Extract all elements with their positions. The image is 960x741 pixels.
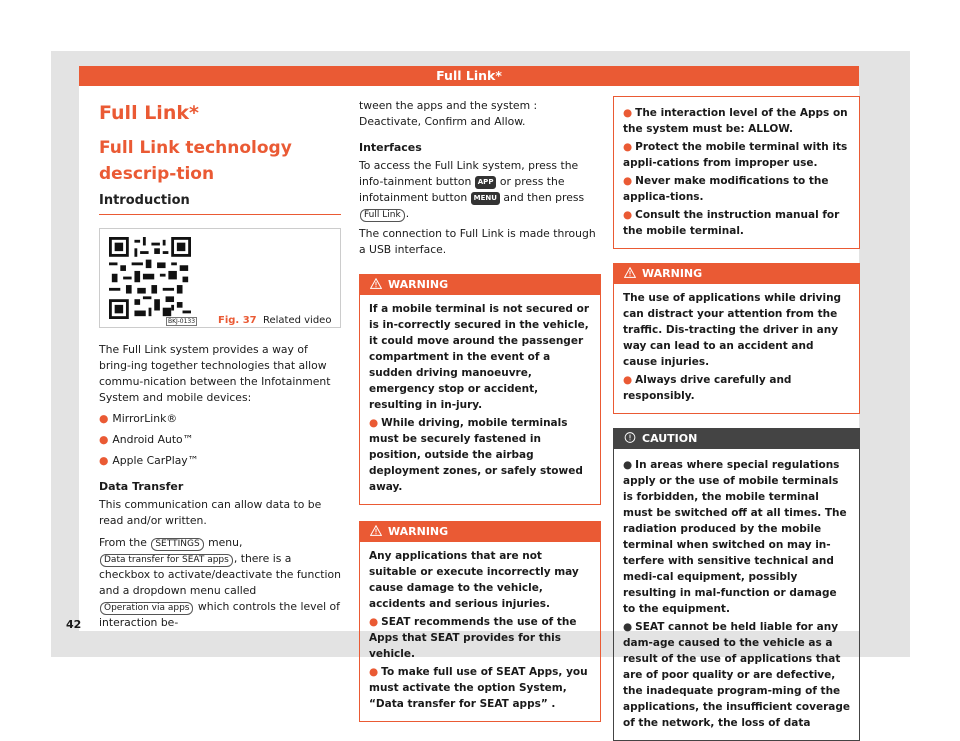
warning-body: The use of applications while driving can distract your attention from the traffic. Dis-tracting the driver in any way can lead to an accident and cause injuries. ● Always drive carefully and responsibly. — [614, 284, 859, 413]
list-item: ● Apple CarPlay™ — [99, 454, 199, 467]
figure-label: Fig. 37 — [218, 315, 257, 326]
list-item: ● To make full use of SEAT Apps, you must activate the option System, “Data transfer for SEAT apps” . — [369, 666, 588, 710]
column-1 — [99, 86, 341, 631]
data-transfer-instructions: From the SETTINGS menu, Data transfer for SEAT apps , there is a checkbox to activate/deactivate the function and a dropdown menu called Operation via apps which controls the level of interaction be- — [99, 536, 341, 629]
list-item: ● MirrorLink® — [99, 412, 178, 425]
app-key-icon: APP — [475, 176, 497, 189]
list-item: ● Consult the instruction manual for the mobile terminal. — [623, 209, 840, 237]
warning-icon — [624, 267, 636, 278]
list-item: ● Android Auto™ — [99, 433, 194, 446]
warning-icon — [370, 278, 382, 289]
warning-box — [613, 263, 860, 414]
qr-code-icon — [109, 237, 191, 319]
warning-box — [359, 274, 601, 505]
data-transfer-heading: Data Transfer — [99, 480, 184, 493]
caution-box — [613, 428, 860, 741]
warning-body — [614, 97, 859, 248]
interfaces-heading: Interfaces — [359, 141, 422, 154]
warning-header: WARNING — [360, 522, 600, 542]
page-number: 42 — [66, 618, 82, 631]
continued-text: tween the apps and the system : Deactivate, Confirm and Allow. — [359, 99, 538, 128]
info-icon — [624, 432, 636, 443]
figure-caption — [218, 315, 331, 326]
figure-text: Related video — [262, 315, 332, 326]
menu-key-icon: MENU — [471, 192, 500, 205]
list-item: ● Always drive carefully and responsibly. — [623, 374, 792, 402]
page-header: Full Link* — [79, 66, 859, 86]
subsection-title: Introduction — [99, 193, 341, 215]
data-transfer-text: This communication can allow data to be read and/or written. — [99, 498, 322, 527]
list-item: ● SEAT cannot be held liable for any dam-age caused to the vehicle as a result of the use of applications that are of poor quality or are defective, the inadequate program-ming of the applications, the insufficient coverage of the network, the loss of data — [623, 621, 851, 729]
data-transfer-chip: Data transfer for SEAT apps — [100, 554, 233, 567]
column-2 — [359, 96, 601, 722]
column-3 — [613, 96, 860, 741]
chapter-title: Full Link* — [99, 102, 199, 124]
warning-body: If a mobile terminal is not secured or is in-correctly secured in the vehicle, it could move around the passenger compartment in the event of a sudden driving manoeuvre, emergency stop or accident, resulting in in-jury. ● While driving, mobile terminals must be securely fastened in position, outside the airbag deployment zones, or safely stowed away. — [369, 303, 589, 493]
interfaces-text: To access the Full Link system, press the info-tainment button APP or press the infotainment button MENU and then press Full Link . — [359, 159, 585, 220]
caution-body — [614, 449, 859, 740]
list-item: ● Protect the mobile terminal with its appli-cations from improper use. — [623, 141, 848, 169]
figure-code: BKJ-0133 — [168, 318, 196, 325]
section-title: Full Link technology descrip-tion — [99, 138, 292, 184]
warning-continued-box — [613, 96, 860, 249]
list-item: ● Never make modifications to the applica-tions. — [623, 175, 829, 203]
list-item: ● While driving, mobile terminals must be securely fastened in position, outside the airbag deployment zones, or safely stowed away. — [369, 417, 583, 493]
operation-via-apps-chip: Operation via apps — [100, 602, 193, 615]
warning-header: WARNING — [614, 264, 859, 284]
list-item: ● In areas where special regulations apply or the use of mobile terminals is forbidden, the mobile terminal must be switched off at all times. The radiation produced by the mobile terminal when switched on may in-terfere with sensitive technical and medi-cal equipment, possibly resulting in mal-function or damage to the equipment. — [623, 459, 847, 615]
list-item: ● SEAT recommends the use of the Apps that SEAT provides for this vehicle. — [369, 616, 577, 660]
full-link-chip: Full Link — [360, 209, 405, 222]
usb-text: The connection to Full Link is made through a USB interface. — [359, 227, 596, 256]
warning-body: Any applications that are not suitable or execute incorrectly may cause damage to the vehicle, accidents and serious injuries. ● SEAT recommends the use of the Apps that SEAT provides for this vehicle. ● To make full use of SEAT Apps, you must activate the option System, “Data transfer for SEAT apps” . — [360, 542, 600, 721]
warning-icon — [370, 525, 382, 536]
warning-header: WARNING — [360, 275, 600, 295]
list-item: ● The interaction level of the Apps on the system must be: ALLOW. — [623, 107, 848, 135]
warning-box — [359, 521, 601, 722]
intro-paragraph: The Full Link system provides a way of bring-ing together technologies that allow commu-nication between the Infotainment System and mobile devices: — [99, 343, 331, 404]
figure-box — [99, 228, 341, 328]
caution-header: CAUTION — [614, 429, 859, 449]
settings-chip: SETTINGS — [151, 538, 203, 551]
